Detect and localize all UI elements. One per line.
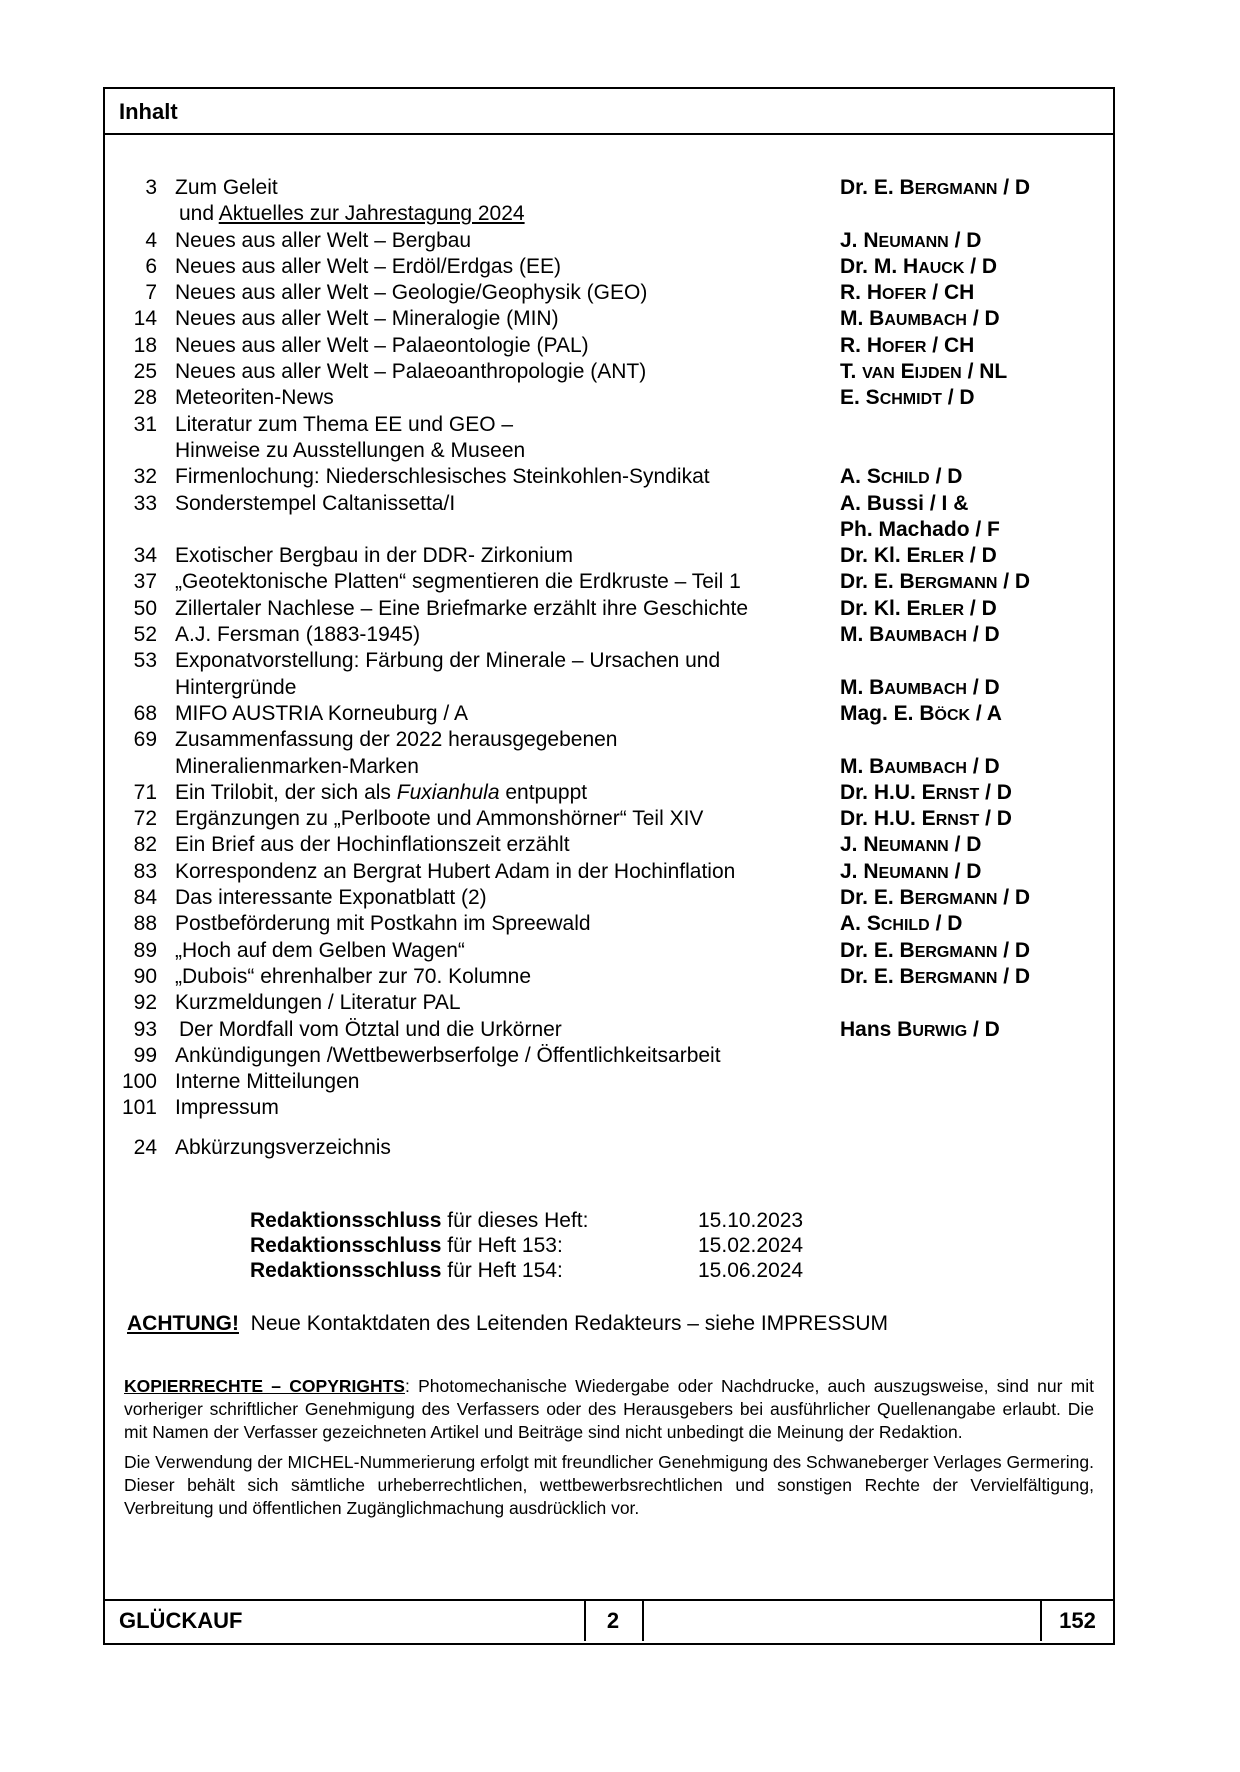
deadline-label: Redaktionsschluss für dieses Heft: [250,1209,589,1232]
toc-author: Dr. E. BERGMANN / D [840,886,1031,910]
toc-page-number: 89 [133,938,157,962]
toc-title: Neues aus aller Welt – Geologie/Geophysik (GEO) [175,281,648,305]
copyright-heading: KOPIERRECHTE – COPYRIGHTS [124,1376,405,1396]
toc-row [105,175,1115,201]
toc-title: Zillertaler Nachlese – Eine Briefmarke erzählt ihre Geschichte [175,596,749,620]
toc-page-number: 6 [145,254,157,278]
toc-row [105,333,1115,359]
toc-row [105,1017,1115,1043]
toc-row [105,1069,1115,1095]
toc-page-number: 93 [133,1017,157,1041]
toc-row [105,622,1115,648]
toc-page-number: 34 [133,544,157,568]
toc-title: Zusammenfassung der 2022 herausgegebenen [175,728,618,752]
deadline-date: 15.10.2023 [698,1209,804,1232]
toc-row [105,938,1115,964]
toc-title: „Geotektonische Platten“ segmentieren die Erdkruste – Teil 1 [175,570,741,594]
toc-title: Meteoriten-News [175,386,334,410]
toc-title: MIFO AUSTRIA Korneuburg / A [175,701,468,725]
editorial-deadlines [250,1208,850,1283]
deadline-row [250,1258,850,1283]
deadline-label: Redaktionsschluss für Heft 153: [250,1234,563,1257]
toc-row [105,306,1115,332]
toc-author: M. BAUMBACH / D [840,307,1000,331]
toc-title: Literatur zum Thema EE und GEO – [175,412,514,436]
deadline-row [250,1208,850,1233]
toc-author: M. BAUMBACH / D [840,675,1000,699]
toc-page-number: 52 [133,623,157,647]
toc-page-number: 7 [145,281,157,305]
toc-author: Dr. E. BERGMANN / D [840,176,1031,199]
toc-page-number: 99 [133,1043,157,1067]
toc-page-number: 50 [133,596,157,620]
toc-row [105,911,1115,937]
toc-page-number: 3 [145,176,157,199]
toc-title: Exponatvorstellung: Färbung der Minerale – Ursachen und [175,649,721,673]
toc-page-number: 92 [133,991,157,1015]
toc-title: Interne Mitteilungen [175,1070,360,1094]
page-frame [103,87,1115,1645]
copyright-notice [124,1375,1094,1527]
toc-row [105,543,1115,569]
toc-title: Ankündigungen /Wettbewerbserfolge / Öffentlichkeitsarbeit [175,1043,721,1067]
toc-author: M. BAUMBACH / D [840,623,1000,647]
page-title: Inhalt [119,99,178,124]
toc-row [105,859,1115,885]
toc-page-number: 4 [145,228,157,252]
toc-row [105,596,1115,622]
toc-author: Dr. Kl. ERLER / D [840,544,997,568]
toc-title: Abkürzungsverzeichnis [175,1135,391,1159]
toc-row [105,385,1115,411]
toc-author: Dr. Kl. ERLER / D [840,596,997,620]
toc-title: Neues aus aller Welt – Palaeoanthropologie (ANT) [175,360,647,384]
toc-title: Impressum [175,1096,279,1120]
toc-row [105,885,1115,911]
toc-row [105,412,1115,438]
toc-page-number: 31 [133,412,157,436]
toc-author: A. Bussi / I & [840,491,969,515]
toc-page-number: 32 [133,465,157,489]
toc-title: Das interessante Exponatblatt (2) [175,886,487,910]
toc-row [105,491,1115,517]
toc-row [105,464,1115,490]
toc-page-number: 14 [133,307,157,331]
notice-text: Neue Kontaktdaten des Leitenden Redakteurs – siehe IMPRESSUM [238,1312,889,1335]
toc-author: Mag. E. BÖCK / A [840,701,1002,725]
toc-page-number: 84 [133,886,157,910]
toc-title: und Aktuelles zur Jahrestagung 2024 [179,202,525,226]
issue-number: 152 [1059,1608,1096,1633]
contact-notice [127,1312,888,1336]
toc-author: Hans BURWIG / D [840,1017,1000,1041]
issue-part: 2 [606,1608,620,1633]
toc-row [105,254,1115,280]
toc-author: Dr. H.U. ERNST / D [840,780,1012,804]
toc-page-number: 37 [133,570,157,594]
toc-author: Ph. Machado / F [840,517,1000,541]
toc-row [105,727,1115,753]
toc-title: Korrespondenz an Bergrat Hubert Adam in der Hochinflation [175,859,736,883]
toc-author: J. NEUMANN / D [840,833,982,857]
michel-paragraph: Die Verwendung der MICHEL-Nummerierung erfolgt mit freundlicher Genehmigung des Schwaneberger Verlages Germering. Dieser behält sich sämtliche urheberrechtlichen, wettbewerbsrechtlichen und sonstigen Rechte der Vervielfältigung, Verbreitung und öffentlichen Zugänglichmachung ausdrücklich vor. [124,1452,1094,1518]
toc-row [105,754,1115,780]
toc-title: Ein Trilobit, der sich als Fuxianhula entpuppt [175,780,588,804]
toc-author: Dr. H.U. ERNST / D [840,807,1012,831]
toc-page-number: 72 [133,807,157,831]
spacer [105,1122,1115,1135]
toc-title: Neues aus aller Welt – Mineralogie (MIN) [175,307,559,331]
toc-row [105,1135,1115,1161]
toc-row [105,648,1115,674]
toc-title: Neues aus aller Welt – Erdöl/Erdgas (EE) [175,254,561,278]
deadline-date: 15.06.2024 [698,1259,804,1282]
copyright-paragraph: KOPIERRECHTE – COPYRIGHTS: Photomechanische Wiedergabe oder Nachdrucke, auch auszugsweise, sind nur mit vorheriger schriftlicher Genehmigung des Verfassers oder des Herausgebers bei ausführlicher Quellenangabe erlaubt. Die mit Namen der Verfasser gezeichneten Artikel und Beiträge sind nicht unbedingt die Meinung der Redaktion. [124,1376,1094,1442]
toc-row [105,228,1115,254]
toc-title: Zum Geleit [175,176,278,199]
toc-row [105,517,1115,543]
toc-title: Hinweise zu Ausstellungen & Museen [175,438,526,462]
toc-author: M. BAUMBACH / D [840,754,1000,778]
toc-row [105,201,1115,227]
toc-row [105,569,1115,595]
toc-title: „Dubois“ ehrenhalber zur 70. Kolumne [175,964,532,988]
header-bar [105,89,1113,135]
toc-row [105,990,1115,1016]
toc-page-number: 90 [133,964,157,988]
toc-row [105,438,1115,464]
toc-page-number: 33 [133,491,157,515]
toc-author: J. NEUMANN / D [840,859,982,883]
toc-title: Der Mordfall vom Ötztal und die Urkörner [179,1017,562,1041]
toc-page-number: 24 [133,1135,157,1159]
toc-title: Firmenlochung: Niederschlesisches Steinkohlen-Syndikat [175,465,710,489]
deadline-date: 15.02.2024 [698,1234,804,1257]
toc-title: Neues aus aller Welt – Bergbau [175,228,472,252]
toc-author: E. SCHMIDT / D [840,386,975,410]
toc-title: Mineralienmarken-Marken [175,754,419,778]
toc-page-number: 25 [133,360,157,384]
toc-row [105,1095,1115,1121]
deadline-row [250,1233,850,1258]
toc-row [105,675,1115,701]
toc-title: Ein Brief aus der Hochinflationszeit erzählt [175,833,570,857]
toc-page-number: 71 [133,780,157,804]
toc-row [105,701,1115,727]
footer-bar [105,1599,1113,1643]
divider [642,1601,644,1641]
toc-author: T. VAN EIJDEN / NL [840,360,1008,384]
toc-page-number: 83 [133,859,157,883]
toc-page-number: 69 [133,728,157,752]
toc-link[interactable]: Aktuelles zur Jahrestagung 2024 [218,202,525,226]
toc-row [105,964,1115,990]
toc-page-number: 82 [133,833,157,857]
toc-author: J. NEUMANN / D [840,228,982,252]
toc-page-number: 18 [133,333,157,357]
toc-row [105,359,1115,385]
toc-author: R. HOFER / CH [840,281,975,305]
toc-author: Dr. M. HAUCK / D [840,254,998,278]
toc-author: A. SCHILD / D [840,465,963,489]
toc-title: Ergänzungen zu „Perlboote und Ammonshörner“ Teil XIV [175,807,704,831]
toc-row [105,832,1115,858]
toc-page-number: 28 [133,386,157,410]
toc-title: Exotischer Bergbau in der DDR- Zirkonium [175,544,573,568]
toc-title: Neues aus aller Welt – Palaeontologie (PAL) [175,333,589,357]
toc-author: R. HOFER / CH [840,333,975,357]
table-of-contents [105,175,1115,1161]
toc-page-number: 88 [133,912,157,936]
toc-title: Sonderstempel Caltanissetta/I [175,491,456,515]
toc-title: A.J. Fersman (1883-1945) [175,623,421,647]
deadline-label: Redaktionsschluss für Heft 154: [250,1259,563,1282]
toc-title: Hintergründe [175,675,297,699]
toc-page-number: 100 [121,1070,157,1094]
toc-title: Postbeförderung mit Postkahn im Spreewald [175,912,591,936]
toc-row [105,1043,1115,1069]
toc-author: Dr. E. BERGMANN / D [840,570,1031,594]
toc-author: Dr. E. BERGMANN / D [840,964,1031,988]
toc-page-number: 53 [133,649,157,673]
toc-author: A. SCHILD / D [840,912,963,936]
toc-row [105,806,1115,832]
notice-label: ACHTUNG! [127,1312,239,1335]
toc-author: Dr. E. BERGMANN / D [840,938,1031,962]
toc-title: „Hoch auf dem Gelben Wagen“ [175,938,465,962]
toc-page-number: 101 [121,1096,157,1120]
toc-row [105,780,1115,806]
toc-title: Kurzmeldungen / Literatur PAL [175,991,461,1015]
journal-name: GLÜCKAUF [119,1608,243,1633]
toc-row [105,280,1115,306]
toc-page-number: 68 [133,701,157,725]
